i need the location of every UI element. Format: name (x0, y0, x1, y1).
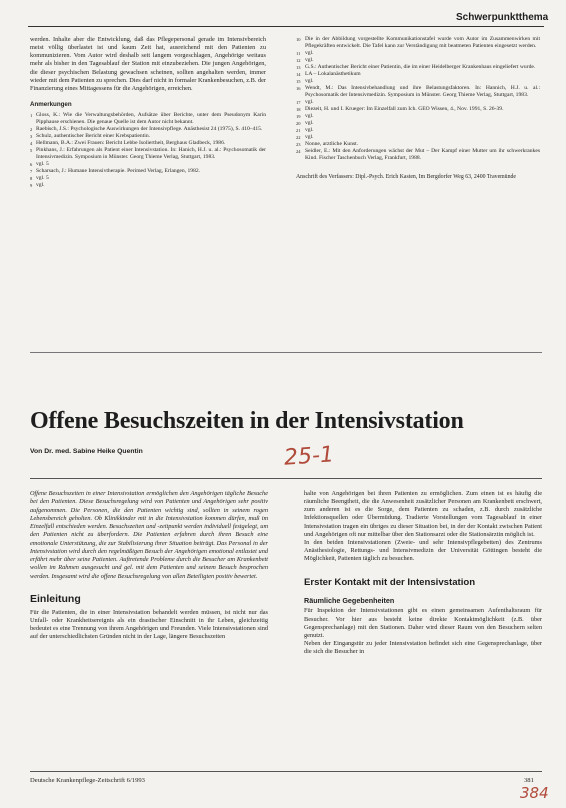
subsection-body: Für Inspektion der Intensivstationen gibt es einen gemeinsamen Aufenthaltsraum für Besucher. Vor hier aus besteht keine direkte Kontaktmöglichkeit (z.B. über Gegensprechanlage) mit den Stationen. Daher wird dieser Raum von den Besuchern selten genutzt. Neben der Eingangstür zu jeder Intensivstation befindet sich eine Gegensprechanlage, über die sich die Besucher in (304, 607, 542, 656)
header-rule (28, 26, 544, 27)
top-left-body: werden. Inhalte aber die Entwicklung, daß das Pflegepersonal gerade im Intensivbereich meist völlig überlastet ist und kaum Zeit hat, ausreichend mit den Patienten zu kommunizieren. Vom Autor wird deshalb seit langem vorgeschlagen, Angehörige weitaus mehr als bisher in den Tagesablauf der Station mit einzubeziehen. Die jungen Angehörigen, die dieser psychischen Belastung gewachsen scheinen, sollten angehalten werden, immer wieder mit dem Patienten zu sprechen. Dies darf nicht in formaler Krankenbesuchen, z.B. der Finanzierung eines Mittagessens für die Angehörigen, erreichen. (30, 36, 266, 92)
footnote: 1 Gloss, K.: Wie die Verwaltungsbehörden, Aufsätze über Berichte, unter dem Pseudonym Karin Pipphause erschienen. Die genaue Quelle ist dem Autor nicht bekannt. (30, 112, 266, 126)
endnote: 23 Nonne, arztliche Kunst. (296, 141, 359, 147)
endnote: 16 Wendt, M.: Das Intensivbehandlung und ihre Belastungsfaktoren. In: Hannich, H.J. u. al.: Psychosomatik der Intensivmedizin. Symposium in Münster. Georg Thieme Verlag, Stuttgart, 1983. (296, 85, 540, 98)
page-number: 381 (524, 777, 534, 784)
title-rule (30, 352, 542, 353)
journal-footer: Deutsche Krankenpflege-Zeitschrift 6/1993 (30, 777, 145, 784)
footer-rule (30, 771, 542, 772)
endnote: 17 vgl. (296, 99, 314, 105)
section-body-einleitung: Für die Patienten, die in einer Intensivstation behandelt werden müssen, ist nicht nur das Unfall- oder Krankheitsereignis als ein drastischer Einschnitt in ihr Leben, gleichzeitig bedeutet es eine Trennung von ihrem Angehörigen und Freunden. Viele Intensivstationen sind auf der unterschiedlichsten Gründen nicht in der Lage, längere Besuchszeiten (30, 608, 268, 641)
subsection-heading: Räumliche Gegebenheiten (304, 596, 395, 606)
section-heading-erster-kontakt: Erster Kontakt mit der Intensivstation (304, 577, 476, 589)
endnote-list (296, 36, 540, 162)
endnote: 14 LA – Lokalanästhetikum (296, 71, 361, 77)
handwritten-page-number: 384 (520, 784, 549, 802)
endnote: 22 vgl. (296, 134, 314, 140)
right-body-text: halte von Angehörigen bei ihren Patienten zu ermöglichen. Zum einen ist es häufig die räumliche Beengtheit, die die Anwesenheit zusätzlicher Personen am Krankenbett erschwert, zum anderen ist es die Sorge, dem Patienten zu schaden, z.B. durch zusätzliche Infektionsquellen oder Übermüdung. Tradierte Vorstellungen vom Tagesablauf in einer Intensivstation tragen ein übriges zu dieser Situation bei, in der der Kontakt zwischen Patient und Angehörigen oft nur mittelbar über den Stationsarzt oder die Stationsärztin möglich ist. In den beiden Intensivstationen (Zweie- und sehr Intensivpflegebetten) des Zentrums Anästhesiologie, Rettungs- und Intensivmedizin der Universität Göttingen besteht die Möglichkeit, Patienten täglich zu besuchen. (304, 490, 542, 563)
article-abstract: Offene Besuchszeiten in einer Intensivstation ermöglichen den Angehörigen tägliche Besuche bei den Patienten. Diese Besuchsregelung wird von Patienten und Angehörigen sehr positiv aufgenommen. Die Personen, die den Patienten wichtig sind, sollten in seinem rogen Lebensbereich geholten. Ob Klinikkinder mit in die Intensivstation kommen dürfen, muß im Einzelfall entschieden werden. Besuchszeiten und -zeitpunkt werden individuell festgelegt, um den Patienten nicht zu überfordern. Die Patienten erfahren durch ihren Besuch eine emotionale Unterstützung, die zur Stabilisierung ihrer Situation beiträgt. Das Personal in der Intensivstation wird durch den regelmäßigen Besuch der Angehörigen emotional entlastet und erfährt mehr über seine Patienten. Auftretende Probleme durch die Besucher am Krankenbett wollen im Rahmen ausgesucht und gel. mit dem Patienten und seinem Besuch besprochen werden. Insgesamt wird die offene Besuchsregelung von allen Beteiligten positiv bewertet. (30, 490, 268, 580)
endnote: 19 vgl. (296, 113, 314, 119)
bottom-left-column (30, 490, 268, 641)
handwritten-annotation: 25-1 (283, 442, 335, 471)
article-title: Offene Besuchszeiten in der Intensivstation (30, 408, 464, 434)
endnote: 10 Die in der Abbildung vorgestellte Kommunikationstafel wurde vom Autor im Zusammenwirken mit Pflegekräften entwickelt. Die Tafel kann zur Verständigung mit beatmeten Patienten eingesetzt werden. (296, 36, 540, 49)
footnote: 6 vgl. 5 (30, 161, 49, 168)
endnote: 20 vgl. (296, 120, 314, 126)
footnote: 5 Pinkhans, J.: Erfahrungen als Patient einer Intensivstation. In: Hanich, H.J. u. al.: Psychosomatik der Intensivmedizin. Symposium in Münster. Georg Thieme Verlag, Stuttgart, 1983. (30, 147, 266, 161)
endnote: 13 G.S.: Authentischer Bericht einer Patientin, die im einer Heidelberger Krankenhaus eingeliefert wurde. (296, 64, 536, 70)
endnote: 21 vgl. (296, 127, 314, 133)
footnote-list (30, 112, 266, 189)
top-right-column (296, 36, 540, 181)
bottom-right-column (304, 490, 542, 656)
section-tag: Schwerpunktthema (456, 12, 549, 23)
article-byline: Von Dr. med. Sabine Heike Quentin (30, 448, 143, 455)
footnote: 3 Schulz, authentischer Bericht einer Krebspatientin. (30, 133, 151, 140)
endnote: 24 Seidler, E.: Mit den Anforderungen wächst der Mut – Der Kampf einer Mutter um ihr schwerkrankes Kind. Fischer Taschenbuch Verlag, Frankfurt, 1988. (296, 148, 540, 161)
author-address: Anschrift des Verfassers: Dipl.-Psych. Erich Kasten, Im Bergdorfer Weg 63, 2400 Travemünde (296, 174, 516, 180)
endnote: 11 vgl. (296, 50, 314, 56)
footnote: 9 vgl. (30, 182, 45, 189)
endnote: 18 Diezeit, H. und I. Krueger: Im Einzelfall zum Ich. GEO Wissen, 4., Nov. 1991, S. 26-39. (296, 106, 504, 112)
byline-rule (30, 478, 542, 479)
footnote: 7 Scharsach, J.: Humane Intensivtherapie. Perimed Verlag, Erlangen, 1982. (30, 168, 201, 175)
footnote-title: Anmerkungen (30, 101, 72, 109)
endnote: 15 vgl. (296, 78, 314, 84)
footnote: 2 Raebisch, J.S.: Psychologische Auswirkungen der Intensivpflege. Anästhesist 24 (1975), S. 410–415. (30, 126, 263, 133)
endnote: 12 vgl. (296, 57, 314, 63)
footnote: 8 vgl. 5 (30, 175, 49, 182)
section-heading-einleitung: Einleitung (30, 592, 81, 605)
footnote: 4 Hellmann, B.A.: Zwei Frauen: Bericht Lebbe Isoliertheit, Berghaus Gladbeck, 1986. (30, 140, 226, 147)
top-left-column (30, 36, 266, 189)
